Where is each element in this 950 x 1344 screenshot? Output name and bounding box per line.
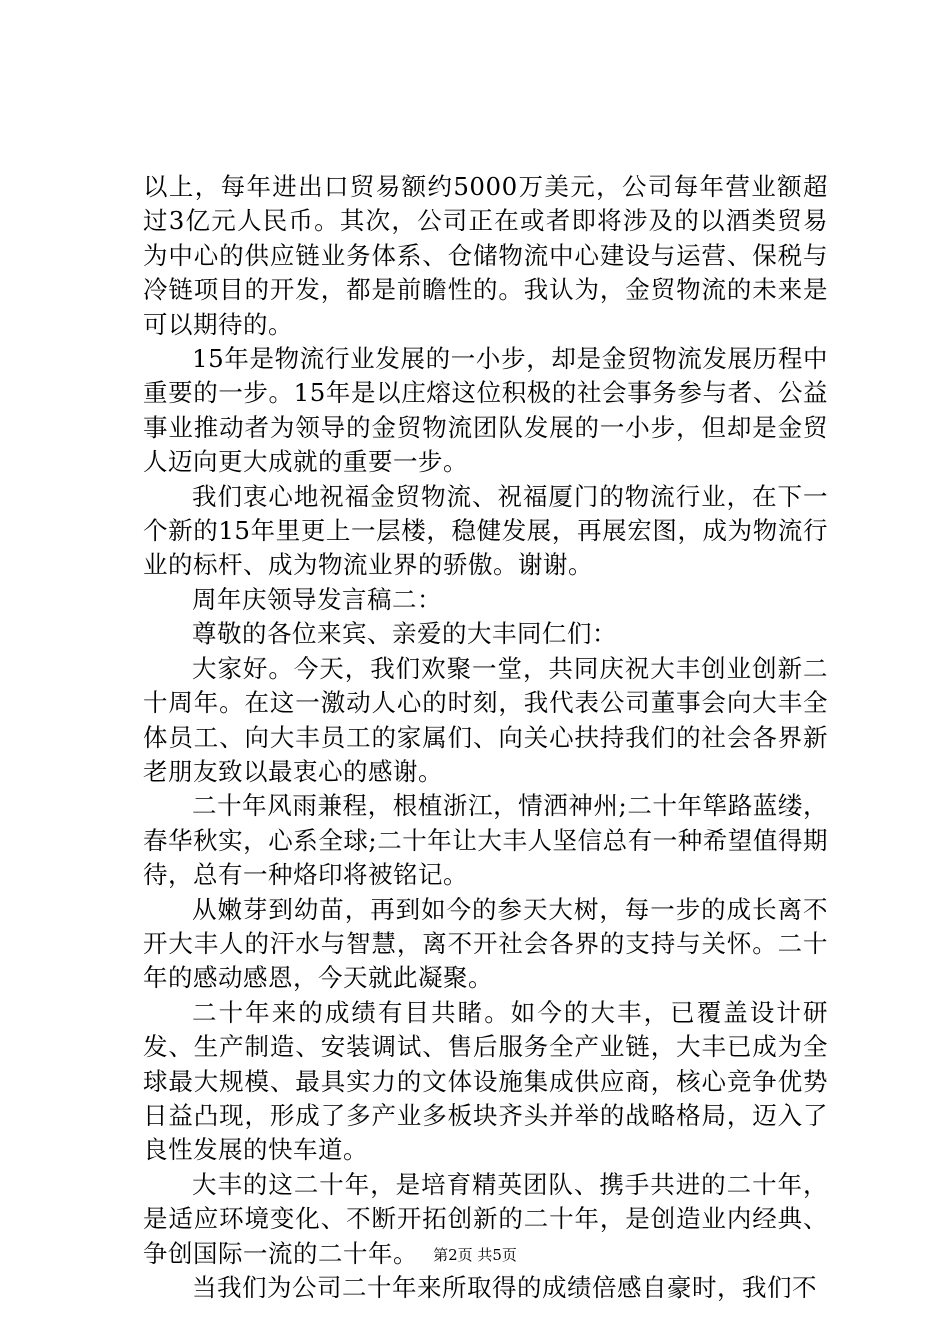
document-body [143, 170, 828, 1305]
paragraph-8: 从嫩芽到幼苗，再到如今的参天大树，每一步的成长离不开大丰人的汗水与智慧，离不开社会各界的支持与关怀。二十年的感动感恩，今天就此凝聚。 [143, 894, 828, 993]
paragraph-7: 二十年风雨兼程，根植浙江，情洒神州;二十年筚路蓝缕，春华秋实，心系全球;二十年让大丰人坚信总有一种希望值得期待，总有一种烙印将被铭记。 [143, 791, 828, 890]
paragraph-3: 我们衷心地祝福金贸物流、祝福厦门的物流行业，在下一个新的15年里更上一层楼，稳健发展，再展宏图，成为物流行业的标杆、成为物流业界的骄傲。谢谢。 [143, 481, 828, 580]
paragraph-2: 15年是物流行业发展的一小步，却是金贸物流发展历程中重要的一步。15年是以庄熔这位积极的社会事务参与者、公益事业推动者为领导的金贸物流团队发展的一小步，但却是金贸人迈向更大成就的重要一步。 [143, 344, 828, 477]
paragraph-6: 大家好。今天，我们欢聚一堂，共同庆祝大丰创业创新二十周年。在这一激动人心的时刻，我代表公司董事会向大丰全体员工、向大丰员工的家属们、向关心扶持我们的社会各界新老朋友致以最衷心的感谢。 [143, 653, 828, 786]
paragraph-10: 大丰的这二十年，是培育精英团队、携手共进的二十年，是适应环境变化、不断开拓创新的二十年，是创造业内经典、争创国际一流的二十年。 [143, 1169, 828, 1268]
paragraph-9: 二十年来的成绩有目共睹。如今的大丰，已覆盖设计研发、生产制造、安装调试、售后服务全产业链，大丰已成为全球最大规模、最具实力的文体设施集成供应商，核心竞争优势日益凸现，形成了多产业多板块齐头并举的战略格局，迈入了良性发展的快车道。 [143, 997, 828, 1165]
paragraph-11: 当我们为公司二十年来所取得的成绩倍感自豪时，我们不 [192, 1273, 817, 1302]
paragraph-1: 以上，每年进出口贸易额约5000万美元，公司每年营业额超过3亿元人民币。其次，公司正在或者即将涉及的以酒类贸易为中心的供应链业务体系、仓储物流中心建设与运营、保税与冷链项目的开发，都是前瞻性的。我认为，金贸物流的未来是可以期待的。 [143, 172, 828, 339]
salutation: 尊敬的各位来宾、亲爱的大丰同仁们： [192, 619, 617, 649]
section-heading: 周年庆领导发言稿二： [192, 584, 442, 614]
page-number: 第2页 共5页 [433, 1246, 517, 1264]
